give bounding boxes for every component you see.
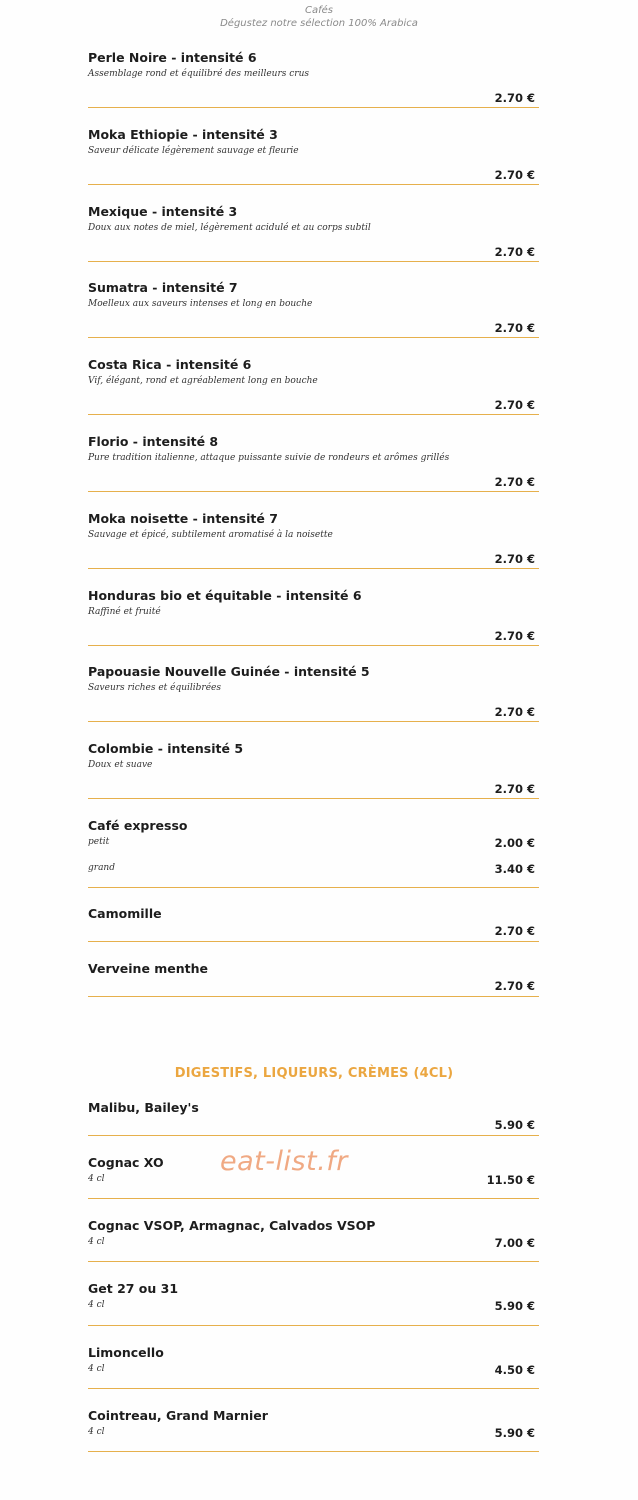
menu-item [88,511,539,569]
menu-item [88,961,539,997]
item-description: 4 cl [88,1174,105,1184]
menu-item [88,741,539,799]
item-name: Café expresso [88,818,188,833]
item-price: 2.70 € [494,475,535,489]
page-title: Cafés [305,5,333,16]
item-name: Mexique - intensité 3 [88,204,238,219]
menu-item [88,664,539,722]
item-price: 2.70 € [494,629,535,643]
item-description: Doux aux notes de miel, légèrement acidulé et au corps subtil [88,223,371,233]
item-name: Get 27 ou 31 [88,1281,179,1296]
item-price: 2.70 € [494,168,535,182]
item-description: Vif, élégant, rond et agréablement long en bouche [88,376,318,386]
item-description: 4 cl [88,1237,105,1247]
menu-item [88,50,539,108]
item-price: 2.70 € [494,398,535,412]
item-name: Cognac XO [88,1155,164,1170]
item-name: Malibu, Bailey's [88,1100,199,1115]
option-label: petit [88,837,110,847]
menu-item [88,1100,539,1136]
item-price: 2.70 € [494,705,535,719]
option-price: 2.00 € [494,836,535,850]
menu-item [88,1345,539,1389]
item-description: Moelleux aux saveurs intenses et long en bouche [88,299,313,309]
item-description: Pure tradition italienne, attaque puissante suivie de rondeurs et arômes grillés [88,453,450,463]
item-price: 2.70 € [494,91,535,105]
menu-item [88,127,539,185]
menu-item [88,204,539,262]
item-name: Honduras bio et équitable - intensité 6 [88,588,362,603]
menu-item [88,1218,539,1262]
menu-item [88,1281,539,1326]
item-description: Saveurs riches et équilibrées [88,683,222,693]
item-name: Limoncello [88,1345,164,1360]
item-description: Doux et suave [88,760,153,770]
item-price: 11.50 € [486,1173,535,1187]
menu-item [88,906,539,942]
item-price: 5.90 € [494,1299,535,1313]
item-price: 2.70 € [494,924,535,938]
menu-item [88,1408,539,1452]
item-name: Colombie - intensité 5 [88,741,244,756]
menu-item [88,588,539,646]
item-price: 2.70 € [494,321,535,335]
item-description: Saveur délicate légèrement sauvage et fleurie [88,146,299,156]
item-name: Sumatra - intensité 7 [88,280,238,295]
item-description: 4 cl [88,1300,105,1310]
item-name: Camomille [88,906,162,921]
item-name: Cointreau, Grand Marnier [88,1408,268,1423]
item-name: Florio - intensité 8 [88,434,219,449]
item-name: Moka noisette - intensité 7 [88,511,278,526]
item-price: 5.90 € [494,1426,535,1440]
item-name: Papouasie Nouvelle Guinée - intensité 5 [88,664,370,679]
item-name: Perle Noire - intensité 6 [88,50,257,65]
item-name: Cognac VSOP, Armagnac, Calvados VSOP [88,1218,376,1233]
menu-header [0,4,638,30]
item-description: 4 cl [88,1427,105,1437]
item-description: Raffiné et fruité [88,607,161,617]
item-description: Sauvage et épicé, subtilement aromatisé à la noisette [88,530,333,540]
item-name: Moka Ethiopie - intensité 3 [88,127,278,142]
item-price: 2.70 € [494,245,535,259]
item-name: Verveine menthe [88,961,209,976]
item-price: 5.90 € [494,1118,535,1132]
item-price: 2.70 € [494,979,535,993]
menu-item [88,357,539,415]
item-price: 4.50 € [494,1363,535,1377]
menu-item [88,434,539,492]
item-price: 2.70 € [494,552,535,566]
item-description: Assemblage rond et équilibré des meilleurs crus [88,69,309,79]
option-price: 3.40 € [494,862,535,876]
page-subtitle: Dégustez notre sélection 100% Arabica [220,18,418,29]
item-price: 7.00 € [494,1236,535,1250]
item-price: 2.70 € [494,782,535,796]
menu-item [88,280,539,338]
option-label: grand [88,863,115,873]
section-title: DIGESTIFS, LIQUEURS, CRÈMES (4CL) [174,1066,454,1081]
menu-item-expresso [88,818,539,888]
watermark: eat-list.fr [220,1146,348,1177]
item-name: Costa Rica - intensité 6 [88,357,252,372]
item-description: 4 cl [88,1364,105,1374]
